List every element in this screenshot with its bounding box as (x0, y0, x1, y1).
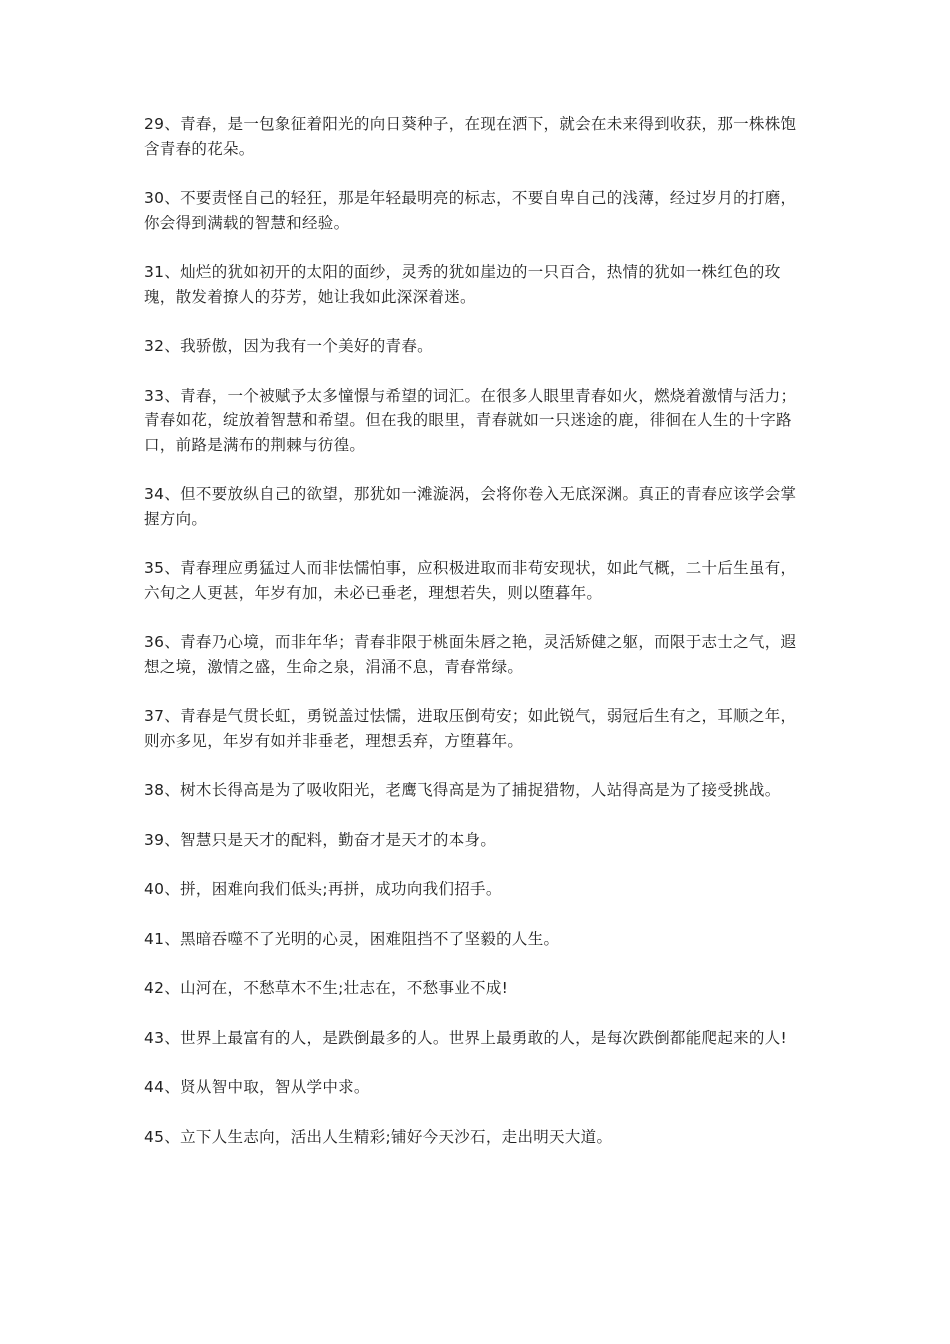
document-body (144, 112, 808, 1174)
paragraph-36: 36、青春乃心境，而非年华；青春非限于桃面朱唇之艳，灵活矫健之躯，而限于志士之气，遐想之境，激情之盛，生命之泉，涓涌不息，青春常绿。 (144, 633, 797, 676)
paragraph-31: 31、灿烂的犹如初开的太阳的面纱，灵秀的犹如崖边的一只百合，热情的犹如一株红色的玫瑰，散发着撩人的芬芳，她让我如此深深着迷。 (144, 263, 781, 306)
paragraph-43: 43、世界上最富有的人，是跌倒最多的人。世界上最勇敢的人，是每次跌倒都能爬起来的人! (144, 1028, 788, 1047)
paragraph-34: 34、但不要放纵自己的欲望，那犹如一滩漩涡，会将你卷入无底深渊。真正的青春应该学会掌握方向。 (144, 485, 797, 528)
paragraph-30: 30、不要责怪自己的轻狂，那是年轻最明亮的标志，不要自卑自己的浅薄，经过岁月的打磨，你会得到满载的智慧和经验。 (144, 189, 797, 232)
paragraph-32: 32、我骄傲，因为我有一个美好的青春。 (144, 337, 433, 355)
paragraph-45: 45、立下人生志向，活出人生精彩;铺好今天沙石，走出明天大道。 (144, 1127, 613, 1146)
paragraph-33: 33、青春，一个被赋予太多憧憬与希望的词汇。在很多人眼里青春如火，燃烧着激情与活力；青春如花，绽放着智慧和希望。但在我的眼里，青春就如一只迷途的鹿，徘徊在人生的十字路口，前路是满布的荆棘与彷徨。 (144, 386, 797, 454)
paragraph-35: 35、青春理应勇猛过人而非怯懦怕事，应积极进取而非苟安现状，如此气概，二十后生虽有，六旬之人更甚，年岁有加，未必已垂老，理想若失，则以堕暮年。 (144, 559, 797, 602)
paragraph-29: 29、青春，是一包象征着阳光的向日葵种子，在现在洒下，就会在未来得到收获，那一株株饱含青春的花朵。 (144, 115, 797, 158)
paragraph-40: 40、拼，困难向我们低头;再拼，成功向我们招手。 (144, 880, 502, 898)
paragraph-37: 37、青春是气贯长虹，勇锐盖过怯懦，进取压倒苟安；如此锐气，弱冠后生有之，耳顺之年，则亦多见，年岁有如并非垂老，理想丢弃，方堕暮年。 (144, 707, 797, 750)
paragraph-42: 42、山河在，不愁草木不生;壮志在，不愁事业不成! (144, 979, 509, 997)
paragraph-41: 41、黑暗吞噬不了光明的心灵，困难阻挡不了坚毅的人生。 (144, 929, 560, 948)
paragraph-38: 38、树木长得高是为了吸收阳光，老鹰飞得高是为了捕捉猎物，人站得高是为了接受挑战。 (144, 781, 781, 799)
paragraph-44: 44、贤从智中取，智从学中求。 (144, 1078, 370, 1096)
paragraph-39: 39、智慧只是天才的配料，勤奋才是天才的本身。 (144, 830, 497, 849)
